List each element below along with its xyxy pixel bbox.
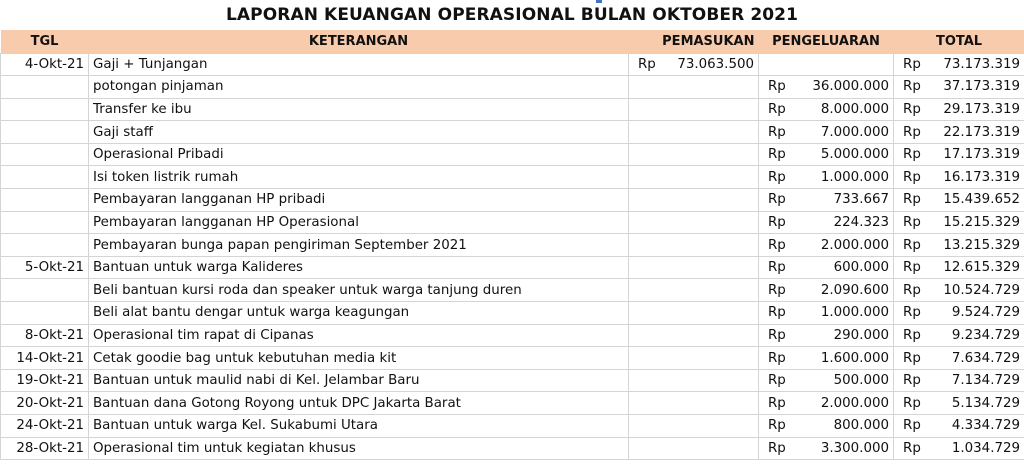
cell-tgl[interactable] [1,143,89,166]
cell-pemasukan-currency[interactable] [629,189,661,212]
table-row [1,166,1024,189]
cell-pemasukan-currency[interactable] [629,392,661,415]
table-row [1,234,1024,257]
header-tgl[interactable]: TGL [30,33,59,49]
cell-pemasukan-currency[interactable] [629,121,661,144]
cell-total[interactable]: 22.173.319 [926,121,1024,144]
cell-pengeluaran-currency[interactable] [759,53,791,76]
table-row [1,143,1024,166]
cell-pemasukan-currency[interactable] [629,98,661,121]
cell-pemasukan[interactable] [661,143,759,166]
cell-keterangan[interactable]: Isi token listrik rumah [89,166,629,189]
cell-total-currency[interactable]: Rp [894,98,926,121]
table-row [1,211,1024,234]
cell-keterangan[interactable]: Bantuan untuk maulid nabi di Kel. Jelambar Baru [89,369,629,392]
cell-pemasukan[interactable] [661,76,759,99]
cell-total-currency[interactable]: Rp [894,76,926,99]
cell-pemasukan[interactable] [661,234,759,257]
cell-pengeluaran-currency[interactable]: Rp [759,347,791,370]
cell-total-currency[interactable]: Rp [894,437,926,460]
cell-tgl[interactable] [1,279,89,302]
cell-pengeluaran[interactable]: 2.000.000 [791,392,894,415]
cell-tgl[interactable] [1,189,89,212]
cell-tgl[interactable]: 28-Okt-21 [1,437,89,460]
cell-total[interactable]: 4.334.729 [926,415,1024,438]
cell-total-currency[interactable]: Rp [894,415,926,438]
cell-tgl[interactable] [1,98,89,121]
cell-pemasukan[interactable] [661,211,759,234]
cell-pengeluaran-currency[interactable]: Rp [759,392,791,415]
cell-total[interactable]: 9.524.729 [926,302,1024,325]
cell-total[interactable]: 37.173.319 [926,76,1024,99]
cell-pengeluaran-currency[interactable]: Rp [759,98,791,121]
cell-pengeluaran-currency[interactable]: Rp [759,256,791,279]
cell-pemasukan-currency[interactable] [629,369,661,392]
cell-tgl[interactable]: 24-Okt-21 [1,415,89,438]
cell-total-currency[interactable]: Rp [894,211,926,234]
cell-pemasukan[interactable] [661,98,759,121]
cell-pemasukan-currency[interactable] [629,347,661,370]
cell-pemasukan-currency[interactable] [629,166,661,189]
cell-pemasukan-currency[interactable] [629,437,661,460]
cell-pemasukan[interactable] [661,324,759,347]
cell-pemasukan[interactable] [661,279,759,302]
cell-keterangan[interactable]: Bantuan dana Gotong Royong untuk DPC Jakarta Barat [89,392,629,415]
cell-pemasukan[interactable] [661,437,759,460]
cell-pengeluaran-currency[interactable]: Rp [759,189,791,212]
cell-pengeluaran-currency[interactable]: Rp [759,302,791,325]
finance-table [0,30,1024,460]
cell-total-currency[interactable]: Rp [894,392,926,415]
cell-pengeluaran-currency[interactable]: Rp [759,143,791,166]
cell-total[interactable]: 16.173.319 [926,166,1024,189]
table-row [1,189,1024,212]
cell-tgl[interactable] [1,121,89,144]
cell-total[interactable]: 13.215.329 [926,234,1024,257]
cell-total-currency[interactable]: Rp [894,324,926,347]
table-row [1,53,1024,76]
table-row [1,369,1024,392]
cell-pengeluaran[interactable]: 1.000.000 [791,302,894,325]
table-body [1,53,1024,460]
header-pemasukan[interactable]: PEMASUKAN [662,33,755,49]
cell-tgl[interactable] [1,234,89,257]
cell-tgl[interactable] [1,302,89,325]
header-total[interactable]: TOTAL [935,33,983,49]
table-row [1,437,1024,460]
cell-tgl[interactable]: 19-Okt-21 [1,369,89,392]
cell-keterangan[interactable]: Beli bantuan kursi roda dan speaker untuk warga tanjung duren [89,279,629,302]
cell-total-currency[interactable]: Rp [894,121,926,144]
cell-pemasukan-currency[interactable] [629,415,661,438]
cell-pengeluaran-currency[interactable]: Rp [759,234,791,257]
cell-keterangan[interactable]: potongan pinjaman [89,76,629,99]
cell-pemasukan-currency[interactable] [629,256,661,279]
cell-total[interactable]: 10.524.729 [926,279,1024,302]
cell-pemasukan[interactable] [661,302,759,325]
cell-tgl[interactable] [1,76,89,99]
cell-pemasukan-currency[interactable] [629,143,661,166]
cell-pemasukan[interactable] [661,347,759,370]
cell-pemasukan-currency[interactable] [629,324,661,347]
cell-tgl[interactable] [1,166,89,189]
cell-pengeluaran-currency[interactable]: Rp [759,324,791,347]
table-row [1,256,1024,279]
cell-total-currency[interactable]: Rp [894,53,926,76]
cell-pengeluaran[interactable] [791,53,894,76]
header-row [1,30,1024,53]
cell-pemasukan[interactable] [661,369,759,392]
cell-pengeluaran[interactable]: 2.090.600 [791,279,894,302]
cell-pengeluaran[interactable]: 36.000.000 [791,76,894,99]
cell-total[interactable]: 17.173.319 [926,143,1024,166]
cell-keterangan[interactable]: Bantuan untuk warga Kalideres [89,256,629,279]
cell-tgl[interactable] [1,211,89,234]
cell-keterangan[interactable]: Operasional tim untuk kegiatan khusus [89,437,629,460]
cell-total[interactable]: 15.439.652 [926,189,1024,212]
cell-total[interactable]: 7.634.729 [926,347,1024,370]
cell-total[interactable]: 73.173.319 [926,53,1024,76]
header-keterangan[interactable]: KETERANGAN [308,33,409,49]
cell-pemasukan[interactable] [661,392,759,415]
cell-tgl[interactable]: 4-Okt-21 [1,53,89,76]
table-row [1,392,1024,415]
cell-pemasukan-currency[interactable] [629,234,661,257]
cell-keterangan[interactable]: Pembayaran bunga papan pengiriman September 2021 [89,234,629,257]
cell-total[interactable]: 1.034.729 [926,437,1024,460]
cell-pemasukan[interactable]: 73.063.500 [661,53,759,76]
cell-pemasukan[interactable] [661,415,759,438]
cell-pengeluaran-currency[interactable]: Rp [759,211,791,234]
cell-keterangan[interactable]: Pembayaran langganan HP pribadi [89,189,629,212]
cell-tgl[interactable]: 14-Okt-21 [1,347,89,370]
cell-total-currency[interactable]: Rp [894,256,926,279]
cell-total[interactable]: 12.615.329 [926,256,1024,279]
table-row [1,347,1024,370]
cell-tgl[interactable]: 5-Okt-21 [1,256,89,279]
cell-pengeluaran[interactable]: 733.667 [791,189,894,212]
cell-pengeluaran[interactable]: 600.000 [791,256,894,279]
cell-total[interactable]: 15.215.329 [926,211,1024,234]
cell-total-currency[interactable]: Rp [894,189,926,212]
cell-pengeluaran[interactable]: 7.000.000 [791,121,894,144]
cell-pengeluaran[interactable]: 290.000 [791,324,894,347]
cell-total[interactable]: 7.134.729 [926,369,1024,392]
cell-total-currency[interactable]: Rp [894,166,926,189]
cell-pengeluaran[interactable]: 1.000.000 [791,166,894,189]
table-row [1,415,1024,438]
cell-pemasukan[interactable] [661,166,759,189]
cell-keterangan[interactable]: Bantuan untuk warga Kel. Sukabumi Utara [89,415,629,438]
cell-pengeluaran-currency[interactable]: Rp [759,76,791,99]
cell-pemasukan-currency[interactable] [629,211,661,234]
cell-total[interactable]: 29.173.319 [926,98,1024,121]
cell-pengeluaran[interactable]: 3.300.000 [791,437,894,460]
cell-keterangan[interactable]: Cetak goodie bag untuk kebutuhan media kit [89,347,629,370]
cell-tgl[interactable]: 20-Okt-21 [1,392,89,415]
header-pengeluaran[interactable]: PENGELUARAN [772,33,880,49]
cell-pengeluaran[interactable]: 500.000 [791,369,894,392]
cell-total-currency[interactable]: Rp [894,302,926,325]
cell-keterangan[interactable]: Operasional tim rapat di Cipanas [89,324,629,347]
cell-keterangan[interactable]: Pembayaran langganan HP Operasional [89,211,629,234]
table-row [1,98,1024,121]
cell-total[interactable]: 9.234.729 [926,324,1024,347]
table-row [1,279,1024,302]
cell-pengeluaran-currency[interactable]: Rp [759,279,791,302]
cell-pengeluaran[interactable]: 800.000 [791,415,894,438]
cell-pengeluaran-currency[interactable]: Rp [759,166,791,189]
cell-pemasukan-currency[interactable] [629,76,661,99]
cell-pengeluaran-currency[interactable]: Rp [759,369,791,392]
cell-pengeluaran[interactable]: 5.000.000 [791,143,894,166]
cell-pemasukan-currency[interactable]: Rp [629,53,661,76]
cell-pengeluaran-currency[interactable]: Rp [759,121,791,144]
cell-keterangan[interactable]: Beli alat bantu dengar untuk warga keagungan [89,302,629,325]
cell-pemasukan[interactable] [661,189,759,212]
cell-pemasukan-currency[interactable] [629,279,661,302]
cell-pemasukan[interactable] [661,256,759,279]
cell-pemasukan[interactable] [661,121,759,144]
cell-pengeluaran[interactable]: 8.000.000 [791,98,894,121]
cell-cursor-mark [596,0,602,3]
table-row [1,324,1024,347]
cell-pengeluaran[interactable]: 2.000.000 [791,234,894,257]
cell-keterangan[interactable]: Gaji + Tunjangan [89,53,629,76]
cell-tgl[interactable]: 8-Okt-21 [1,324,89,347]
cell-total-currency[interactable]: Rp [894,234,926,257]
cell-keterangan[interactable]: Operasional Pribadi [89,143,629,166]
cell-total-currency[interactable]: Rp [894,279,926,302]
cell-total-currency[interactable]: Rp [894,347,926,370]
cell-pengeluaran-currency[interactable]: Rp [759,415,791,438]
cell-pengeluaran[interactable]: 224.323 [791,211,894,234]
table-row [1,76,1024,99]
cell-keterangan[interactable]: Gaji staff [89,121,629,144]
cell-total-currency[interactable]: Rp [894,143,926,166]
cell-total[interactable]: 5.134.729 [926,392,1024,415]
table-row [1,302,1024,325]
table-row [1,121,1024,144]
cell-pengeluaran[interactable]: 1.600.000 [791,347,894,370]
cell-pengeluaran-currency[interactable]: Rp [759,437,791,460]
cell-pemasukan-currency[interactable] [629,302,661,325]
report-title: LAPORAN KEUANGAN OPERASIONAL BULAN OKTOBER 2021 [225,5,799,25]
cell-total-currency[interactable]: Rp [894,369,926,392]
cell-keterangan[interactable]: Transfer ke ibu [89,98,629,121]
